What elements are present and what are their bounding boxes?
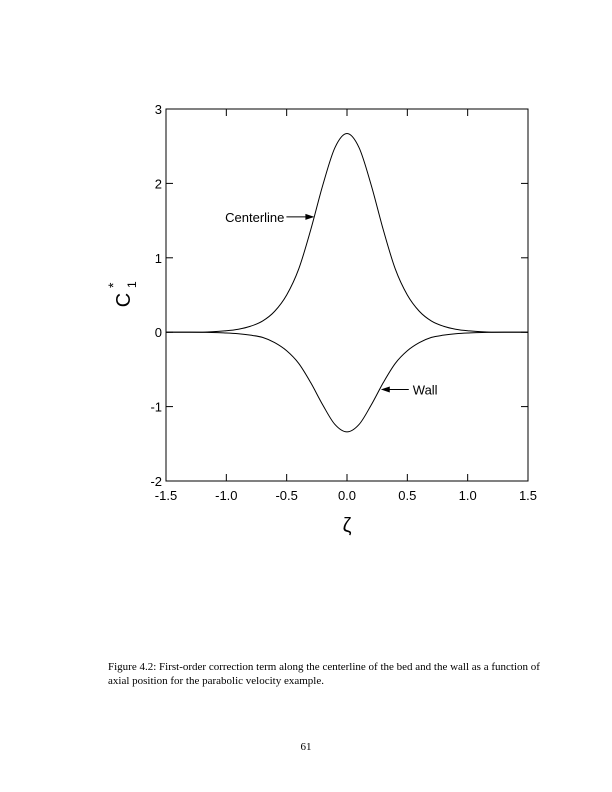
- y-tick-label: -1: [150, 399, 162, 415]
- y-axis-label: [105, 281, 139, 307]
- centerline-arrowhead: [305, 214, 314, 220]
- x-axis-label: ζ: [342, 515, 352, 537]
- y-tick-label: 0: [154, 325, 162, 341]
- series-lines: [166, 134, 528, 432]
- annotations: [225, 210, 438, 398]
- wall-label: Wall: [412, 382, 438, 398]
- x-tick-label: 1.0: [458, 488, 477, 503]
- x-tick-label: 0.5: [398, 488, 417, 503]
- plot-frame: [166, 109, 528, 481]
- y-axis-label-subscript: 1: [125, 281, 139, 288]
- y-axis-label-main: C: [113, 292, 135, 308]
- y-tick-label: 2: [154, 176, 162, 192]
- y-tick-label: 1: [154, 250, 162, 266]
- wall-arrowhead: [381, 386, 390, 392]
- x-tick-label: 0.0: [337, 488, 357, 503]
- axis-tick-labels: [150, 102, 537, 503]
- figure-caption: Figure 4.2: First-order correction term along the centerline of the bed and the wall as a function of axial position for the parabolic velocity example.: [108, 661, 540, 687]
- page-number: 61: [300, 741, 312, 753]
- x-tick-label: -1.0: [215, 488, 238, 503]
- centerline-label: Centerline: [225, 209, 285, 225]
- y-axis-label-superscript: *: [105, 282, 121, 288]
- axis-ticks: [166, 109, 528, 481]
- x-tick-label: 1.5: [518, 488, 538, 503]
- series-line-centerline: [166, 134, 528, 333]
- series-line-wall: [166, 332, 528, 432]
- x-tick-label: -1.5: [154, 488, 178, 503]
- y-tick-label: -2: [150, 474, 162, 489]
- y-tick-label: 3: [154, 102, 162, 117]
- x-tick-label: -0.5: [275, 488, 298, 503]
